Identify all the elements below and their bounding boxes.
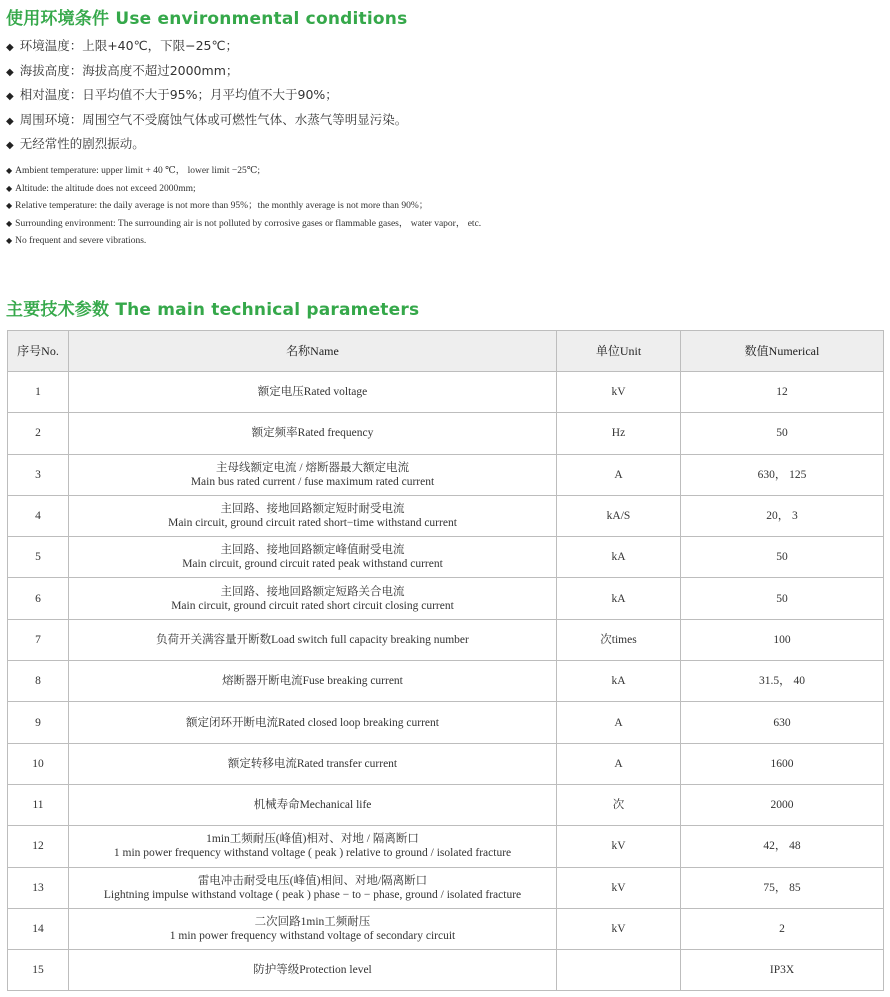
cell-no: 13 [8,867,69,908]
table-row [8,784,884,825]
table-row [8,702,884,743]
list-item [6,215,481,233]
cell-no: 15 [8,950,69,991]
env-item-text: 周围环境：周围空气不受腐蚀气体或可燃性气体、水蒸气等明显污染。 [19,111,408,127]
table-row [8,661,884,702]
name-cn: 熔断器开断电流Fuse breaking current [222,675,403,688]
cell-unit: A [557,454,681,495]
header-no: 序号No. [8,331,69,372]
env-item-text: 海拔高度：海拔高度不超过2000mm； [19,62,239,78]
table-row [8,413,884,454]
cell-unit: 次 [557,784,681,825]
name-cn: 主回路、接地回路额定短时耐受电流 [220,503,405,516]
cell-no: 3 [8,454,69,495]
list-item [6,34,407,59]
cell-name [69,537,557,578]
cell-name [69,743,557,784]
name-cn: 主母线额定电流 / 熔断器最大额定电流 [216,461,409,474]
cell-value: 42， 48 [681,826,884,867]
name-cn: 额定频率Rated frequency [251,427,374,440]
cell-unit [557,950,681,991]
cell-name [69,454,557,495]
name-en: 1 min power frequency withstand voltage of secondary circuit [169,930,456,942]
diamond-bullet-icon: ◆ [6,91,14,102]
diamond-bullet-icon: ◆ [6,140,14,151]
cell-value: IP3X [681,950,884,991]
env-item-text: 相对温度：日平均值不大于95%；月平均值不大于90%； [19,87,338,102]
cell-unit: kA/S [557,495,681,536]
name-cn: 二次回路1min工频耐压 [254,916,371,928]
cell-value: 75， 85 [681,867,884,908]
name-en: Lightning impulse withstand voltage ( peak ) phase − to − phase, ground / isolated fracture [103,888,522,901]
cell-no: 11 [8,784,69,825]
cell-unit: kV [557,826,681,867]
table-row [8,950,884,991]
table-row [8,743,884,784]
cell-unit: kA [557,578,681,619]
table-row [8,372,884,413]
table-row [8,578,884,619]
cell-no: 9 [8,702,69,743]
table-row [8,908,884,949]
cell-no: 12 [8,826,69,867]
list-item [6,232,481,250]
cell-unit: kA [557,661,681,702]
cell-no: 1 [8,372,69,413]
cell-value: 31.5， 40 [681,661,884,702]
cell-value: 630 [681,702,884,743]
cell-no: 4 [8,495,69,536]
cell-name [69,702,557,743]
cell-name [69,661,557,702]
table-header-row [8,331,884,372]
cell-unit: kV [557,908,681,949]
env-item-text: 无经常性的剧烈振动。 [19,136,145,151]
list-item [6,180,481,198]
cell-value: 2 [681,908,884,949]
name-cn: 防护等级Protection level [253,964,372,977]
cell-name [69,784,557,825]
cell-name [69,495,557,536]
cell-no: 14 [8,908,69,949]
env-conditions-title: 使用环境条件 Use environmental conditions [6,9,408,29]
cell-name [69,372,557,413]
list-item [6,83,407,108]
name-en: Main circuit, ground circuit rated short−time withstand current [168,517,457,530]
cell-value: 50 [681,537,884,578]
table-row [8,495,884,536]
table-row [8,537,884,578]
env-item-text: Ambient temperature: upper limit + 40 ℃， lower limit −25℃; [15,166,261,176]
cell-value: 20， 3 [681,495,884,536]
list-item [6,162,481,180]
diamond-bullet-icon: ◆ [6,183,13,193]
diamond-bullet-icon: ◆ [6,166,13,175]
technical-parameters-title: 主要技术参数 The main technical parameters [6,300,420,320]
list-item [6,108,407,133]
diamond-bullet-icon: ◆ [6,115,14,127]
cell-name [69,578,557,619]
name-en: Main bus rated current / fuse maximum rated current [190,475,435,488]
cell-unit: A [557,702,681,743]
cell-unit: 次times [557,619,681,660]
cell-no: 5 [8,537,69,578]
cell-name [69,867,557,908]
cell-unit: Hz [557,413,681,454]
cell-no: 8 [8,661,69,702]
env-item-text: Relative temperature: the daily average is not more than 95%；the monthly average is not more than 90%； [15,201,429,211]
name-cn: 额定电压Rated voltage [257,386,368,399]
list-item [6,59,407,84]
header-value: 数值Numerical [681,331,884,372]
name-cn: 额定转移电流Rated transfer current [227,757,398,770]
cell-no: 6 [8,578,69,619]
cell-value: 630， 125 [681,454,884,495]
name-cn: 额定闭环开断电流Rated closed loop breaking current [186,716,439,729]
table-row [8,867,884,908]
cell-name [69,619,557,660]
table-row [8,454,884,495]
cell-value: 50 [681,413,884,454]
name-cn: 负荷开关满容量开断数Load switch full capacity breaking number [156,633,469,646]
cell-value: 50 [681,578,884,619]
cell-name [69,908,557,949]
name-cn: 1min工频耐压(峰值)相对、对地 / 隔离断口 [206,833,419,846]
cell-unit: kA [557,537,681,578]
cell-value: 12 [681,372,884,413]
cell-no: 10 [8,743,69,784]
cell-value: 1600 [681,743,884,784]
env-item-text: 环境温度：上限+40℃，下限−25℃； [19,38,239,53]
diamond-bullet-icon: ◆ [6,218,13,228]
diamond-bullet-icon: ◆ [6,236,13,245]
diamond-bullet-icon: ◆ [6,42,14,53]
env-conditions-cn-list [6,34,407,157]
cell-name [69,413,557,454]
env-item-text: Surrounding environment: The surrounding air is not polluted by corrosive gases or flammable gases， water vapor， etc. [15,218,482,229]
technical-parameters-table [7,330,884,991]
env-item-text: No frequent and severe vibrations. [15,236,147,246]
header-name: 名称Name [69,331,557,372]
name-en: Main circuit, ground circuit rated short circuit closing current [171,599,454,612]
cell-unit: A [557,743,681,784]
diamond-bullet-icon: ◆ [6,201,13,210]
cell-value: 100 [681,619,884,660]
name-en: Main circuit, ground circuit rated peak withstand current [182,558,443,571]
env-conditions-en-list [6,162,481,250]
table-row [8,619,884,660]
list-item [6,132,407,157]
list-item [6,197,481,215]
name-en: 1 min power frequency withstand voltage ( peak ) relative to ground / isolated fracture [113,847,512,860]
table-row [8,826,884,867]
diamond-bullet-icon: ◆ [6,66,14,78]
table-body [8,372,884,991]
header-unit: 单位Unit [557,331,681,372]
name-cn: 主回路、接地回路额定短路关合电流 [220,585,405,598]
cell-no: 7 [8,619,69,660]
cell-name [69,826,557,867]
cell-no: 2 [8,413,69,454]
env-item-text: Altitude: the altitude does not exceed 2000mm; [15,183,196,194]
cell-unit: kV [557,372,681,413]
cell-name [69,950,557,991]
cell-unit: kV [557,867,681,908]
name-cn: 雷电冲击耐受电压(峰值)相间、对地/隔离断口 [197,874,428,887]
name-cn: 主回路、接地回路额定峰值耐受电流 [220,544,405,557]
cell-value: 2000 [681,784,884,825]
name-cn: 机械寿命Mechanical life [253,799,372,812]
